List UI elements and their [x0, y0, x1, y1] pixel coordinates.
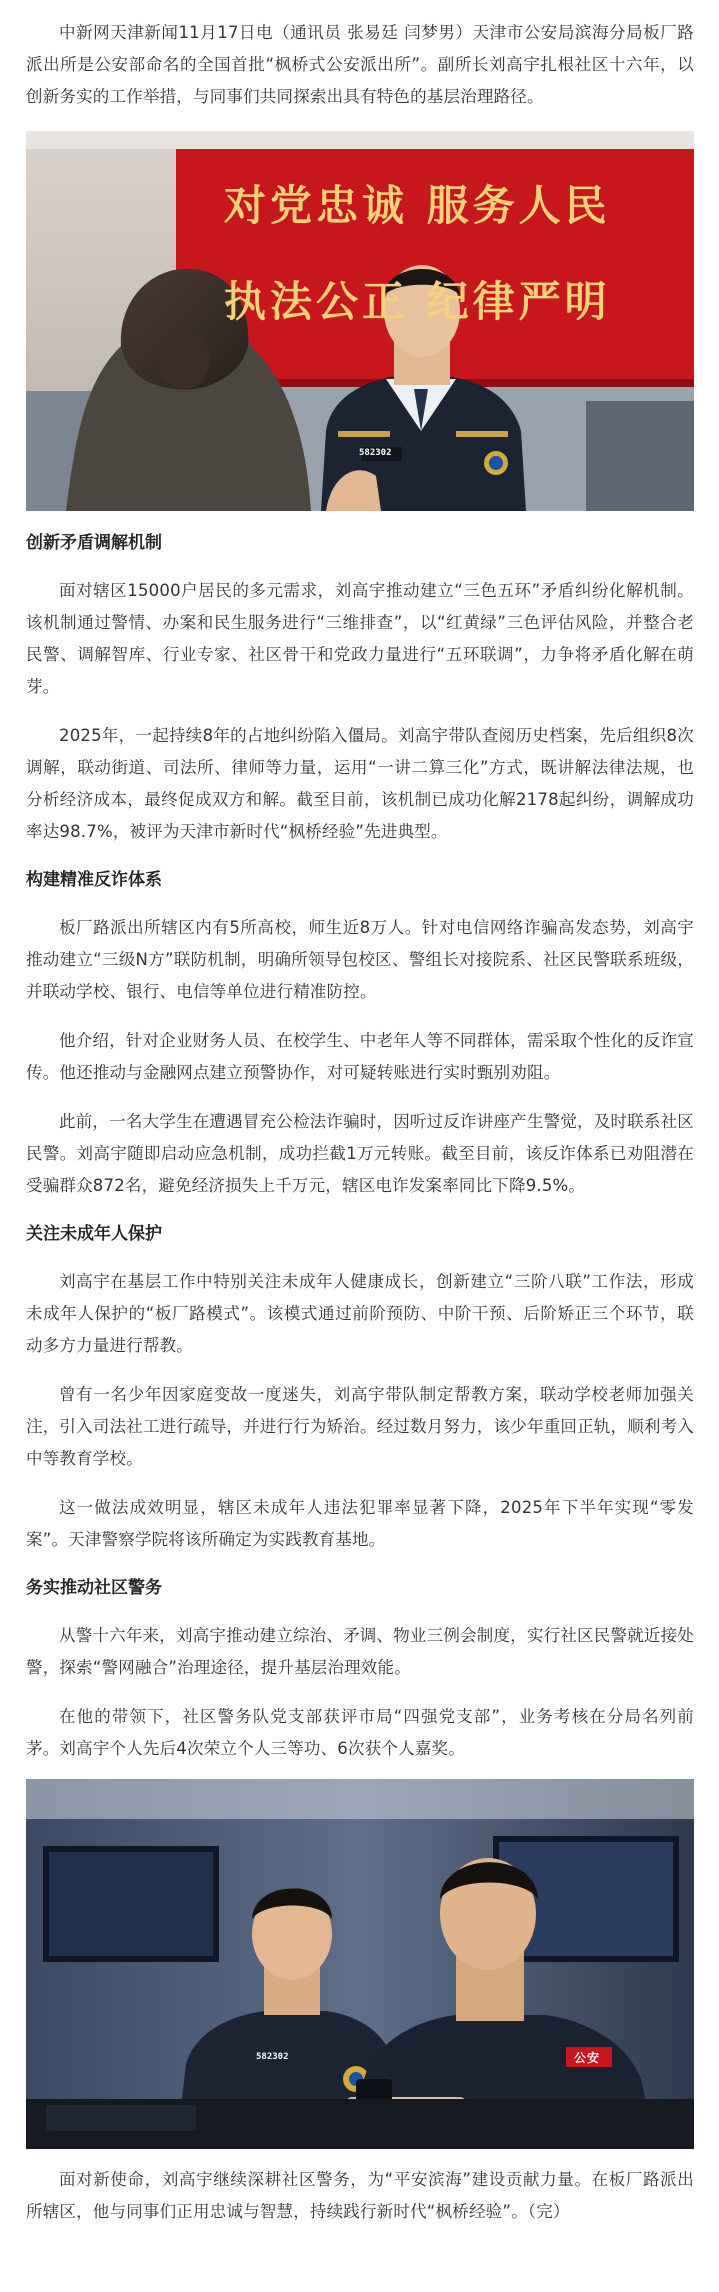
banner-slogan-2: 执法公正 纪律严明: [224, 277, 611, 326]
section2-paragraph-3: 此前，一名大学生在遭遇冒充公检法诈骗时，因听过反诈讲座产生警觉，及时联系社区民警。刘高宇随即启动应急机制，成功拦截1万元转账。截至目前，该反诈体系已劝阻潜在受骗群众872名，避免经济损失上千万元，辖区电诈发案率同比下降9.5%。: [26, 1112, 694, 1195]
closing-paragraph: 面对新使命，刘高宇继续深耕社区警务，为“平安滨海”建设贡献力量。在板厂路派出所辖区，他与同事们正用忠诚与智慧，持续践行新时代“枫桥经验”。（完）: [26, 2170, 694, 2221]
section-heading-anti-fraud: 构建精准反诈体系: [26, 870, 162, 890]
police-badge-number: 582302: [359, 448, 392, 458]
section1-paragraph-1: 面对辖区15000户居民的多元需求，刘高宇推动建立“三色五环”矛盾纠纷化解机制。该机制通过警情、办案和民生服务进行“三维排查”，以“红黄绿”三色评估风险，并整合老民警、调解智库、行业专家、社区骨干和党政力量进行“五环联调”，力争将矛盾化解在萌芽。: [26, 581, 694, 696]
banner-slogan-1: 对党忠诚 服务人民: [224, 181, 611, 230]
section1-paragraph-2: 2025年，一起持续8年的占地纠纷陷入僵局。刘高宇带队查阅历史档案，先后组织8次调解，联动街道、司法所、律师等力量，运用“一讲二算三化”方式，既讲解法律法规，也分析经济成本，最终促成双方和解。截至目前，该机制已成功化解2178起纠纷，调解成功率达98.7%，被评为天津市新时代“枫桥经验”先进典型。: [26, 726, 694, 841]
photo-officer-interview: [26, 131, 694, 511]
intro-paragraph: 中新网天津新闻11月17日电（通讯员 张易廷 闫梦男）天津市公安局滨海分局板厂路派出所是公安部命名的全国首批“枫桥式公安派出所”。副所长刘高宇扎根社区十六年，以创新务实的工作举措，与同事们共同探索出具有特色的基层治理路径。: [26, 23, 694, 106]
photo-officers-at-desk: [26, 1779, 694, 2149]
armband-text: 公安: [574, 2051, 601, 2065]
section-heading-minors: 关注未成年人保护: [26, 1224, 162, 1244]
section2-paragraph-2: 他介绍，针对企业财务人员、在校学生、中老年人等不同群体，需采取个性化的反诈宣传。他还推动与金融网点建立预警协作，对可疑转账进行实时甄别劝阻。: [26, 1031, 694, 1082]
section3-paragraph-3: 这一做法成效明显，辖区未成年人违法犯罪率显著下降，2025年下半年实现“零发案”。天津警察学院将该所确定为实践教育基地。: [26, 1498, 694, 1549]
section-heading-community: 务实推动社区警务: [26, 1578, 162, 1598]
section3-paragraph-1: 刘高宇在基层工作中特别关注未成年人健康成长，创新建立“三阶八联”工作法，形成未成年人保护的“板厂路模式”。该模式通过前阶预防、中阶干预、后阶矫正三个环节，联动多方力量进行帮教。: [26, 1272, 694, 1355]
section2-paragraph-1: 板厂路派出所辖区内有5所高校，师生近8万人。针对电信网络诈骗高发态势，刘高宇推动建立“三级N方”联防机制，明确所领导包校区、警组长对接院系、社区民警联系班级，并联动学校、银行、电信等单位进行精准防控。: [26, 918, 694, 1001]
section4-paragraph-2: 在他的带领下，社区警务队党支部获评市局“四强党支部”，业务考核在分局名列前茅。刘高宇个人先后4次荣立个人三等功、6次获个人嘉奖。: [26, 1707, 694, 1758]
news-article: [26, 0, 694, 2228]
section-heading-mediation: 创新矛盾调解机制: [26, 533, 162, 553]
photo2-illustration: [26, 1779, 694, 2149]
officer-badge-number: 582302: [256, 2052, 289, 2062]
section3-paragraph-2: 曾有一名少年因家庭变故一度迷失，刘高宇带队制定帮教方案，联动学校老师加强关注，引入司法社工进行疏导，并进行行为矫治。经过数月努力，该少年重回正轨，顺利考入中等教育学校。: [26, 1385, 694, 1468]
section4-paragraph-1: 从警十六年来，刘高宇推动建立综治、矛调、物业三例会制度，实行社区民警就近接处警，探索“警网融合”治理途径，提升基层治理效能。: [26, 1626, 694, 1677]
